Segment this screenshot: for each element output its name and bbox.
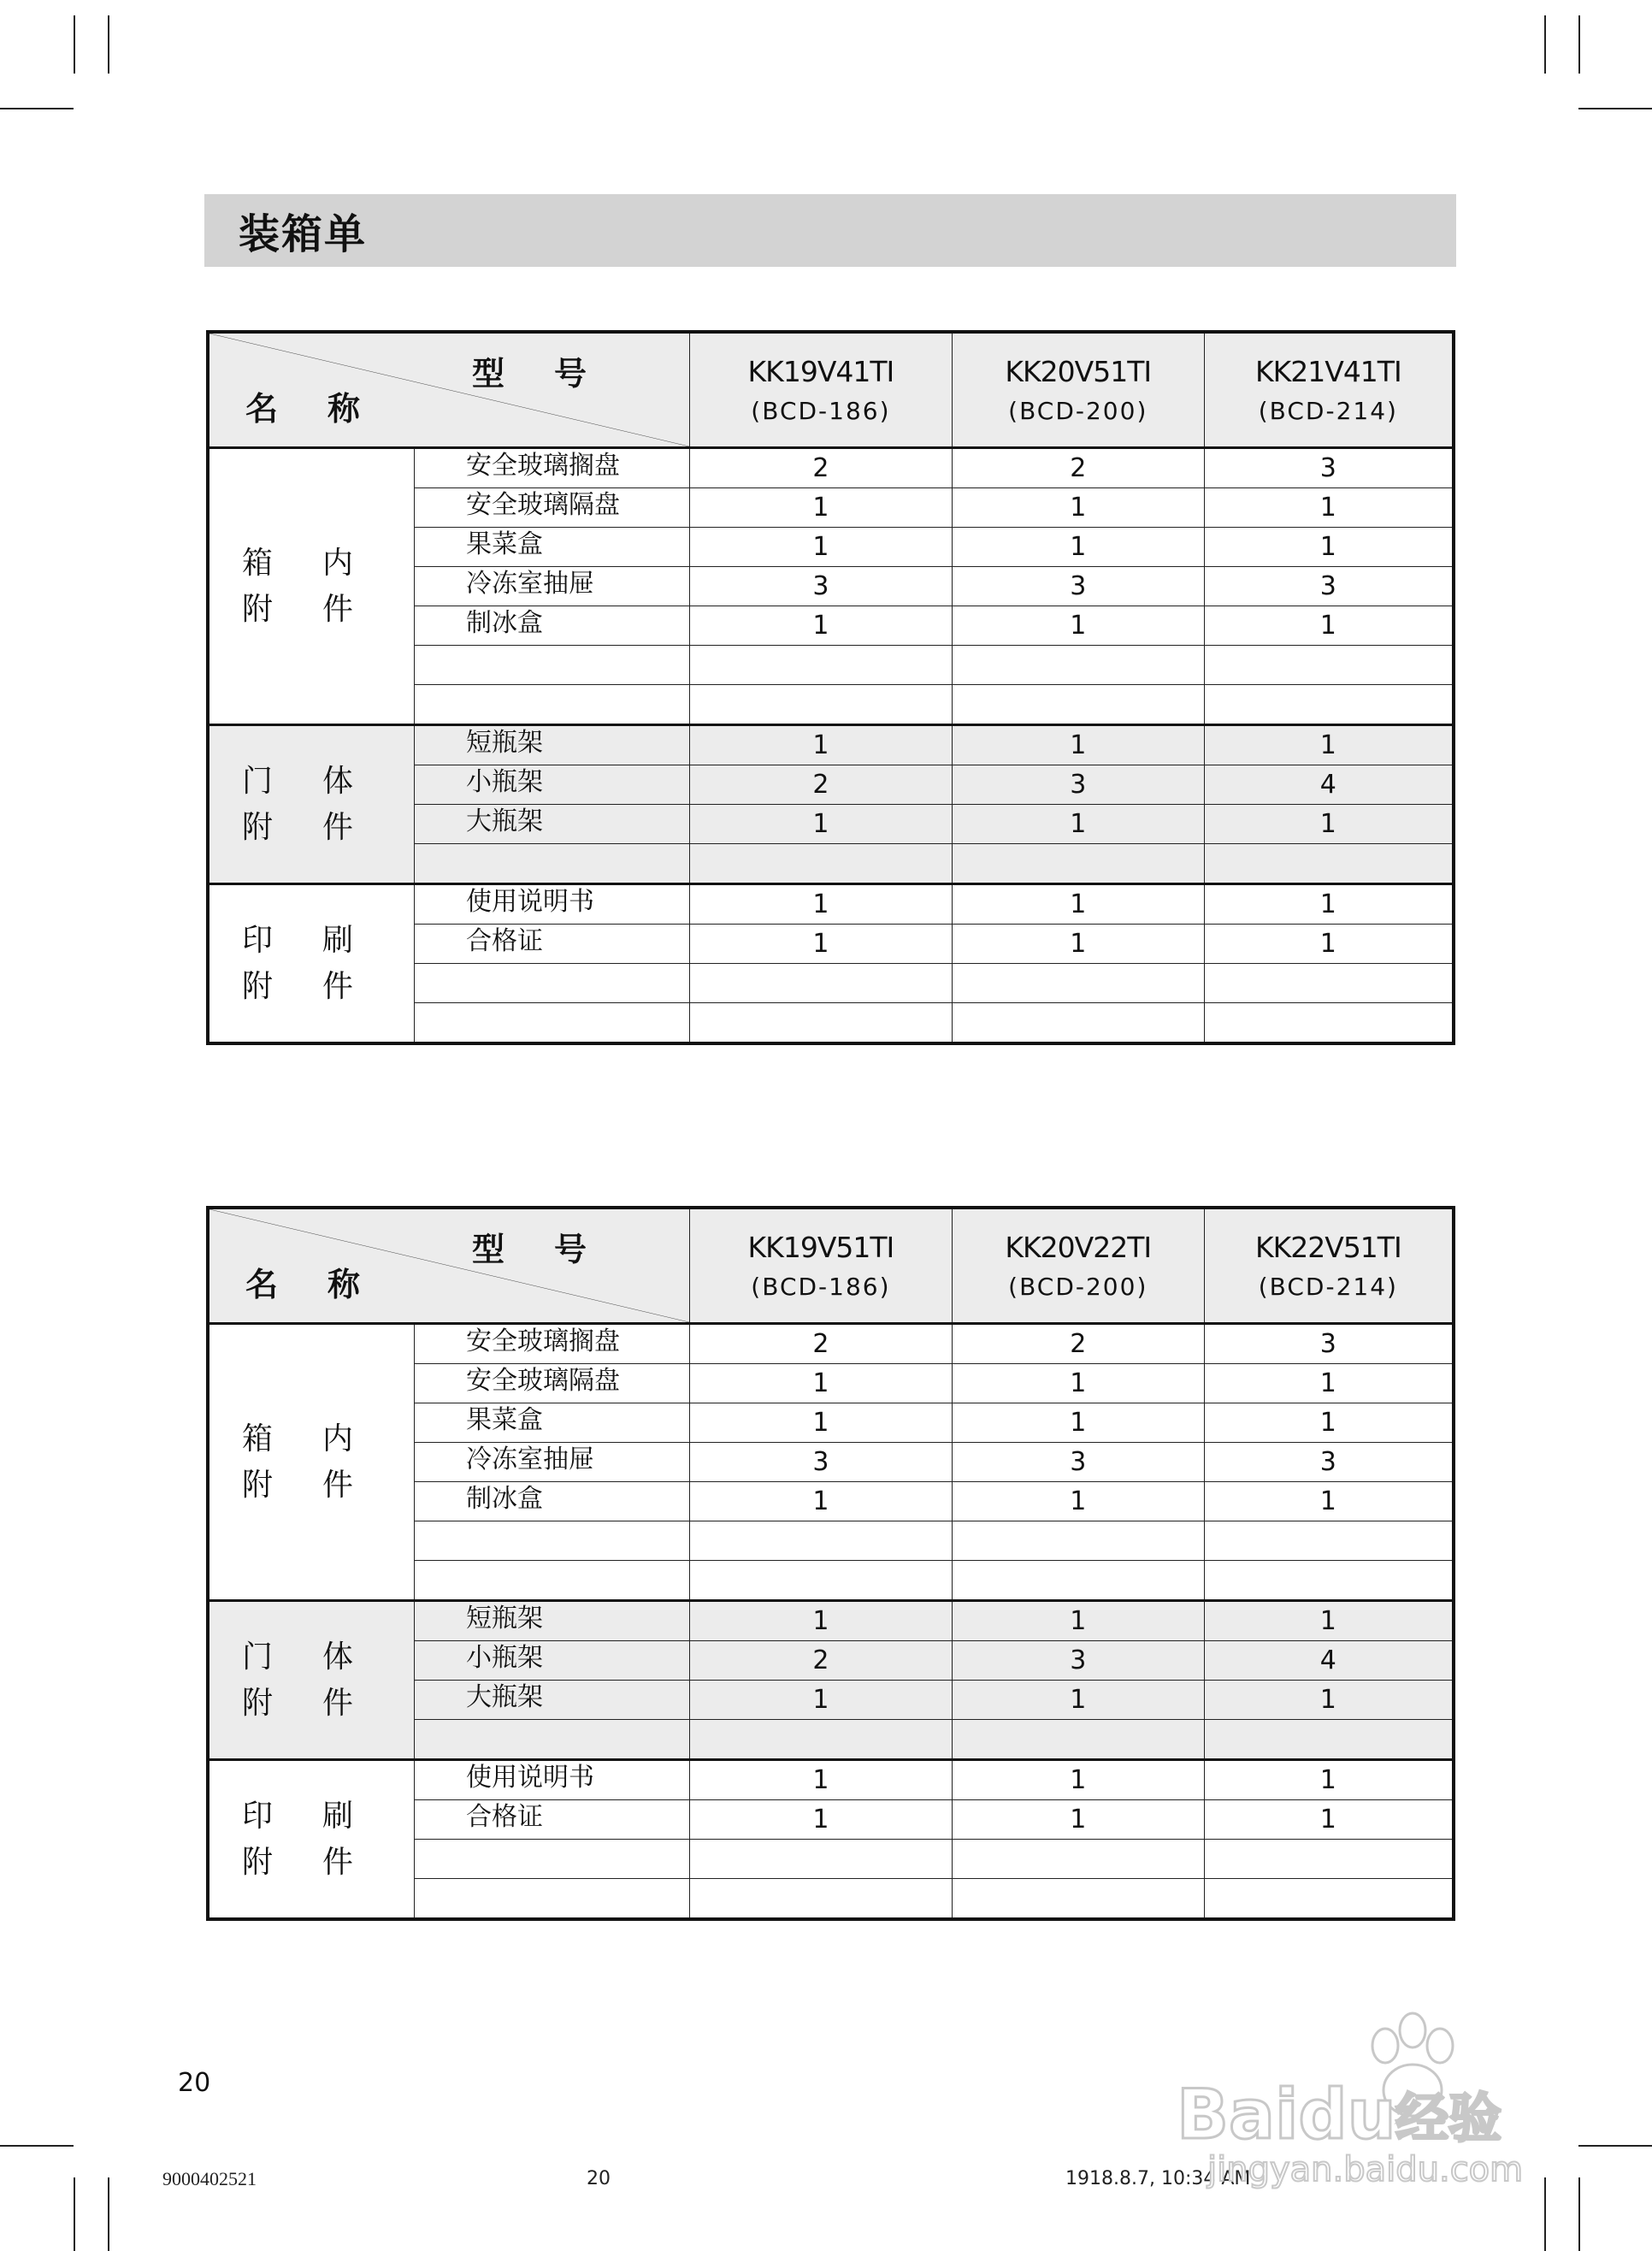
item-name: 合格证: [414, 1800, 689, 1840]
item-name: 冷冻室抽屉: [414, 567, 689, 606]
model-header-cell: [1204, 332, 1454, 448]
item-name: [414, 964, 689, 1003]
page-number: 20: [178, 2068, 211, 2098]
group-label-line2: 附件: [242, 1467, 404, 1503]
item-quantity: 4: [1204, 1641, 1454, 1681]
table-row: [208, 884, 1454, 925]
item-quantity: 1: [1204, 1364, 1454, 1403]
group-label-line1: 箱内: [242, 1421, 404, 1456]
item-quantity: [1204, 1879, 1454, 1920]
item-name: 冷冻室抽屉: [414, 1443, 689, 1482]
group-label-cell: [208, 1324, 414, 1601]
item-quantity: 1: [952, 1403, 1204, 1443]
item-quantity: [689, 685, 952, 725]
item-quantity: 1: [1204, 1482, 1454, 1521]
item-quantity: 1: [952, 805, 1204, 844]
group-label-line2: 附件: [242, 1844, 404, 1880]
bcd-code: (BCD-214): [1258, 1273, 1398, 1301]
item-quantity: [689, 964, 952, 1003]
footer-code: 9000402521: [162, 2168, 257, 2189]
item-quantity: 3: [1204, 567, 1454, 606]
item-quantity: [1204, 1521, 1454, 1561]
item-name: 果菜盒: [414, 528, 689, 567]
item-quantity: [1204, 685, 1454, 725]
model-header-cell: [689, 1208, 952, 1324]
item-name: 安全玻璃隔盘: [414, 488, 689, 528]
item-quantity: 1: [952, 606, 1204, 646]
item-name: [414, 1521, 689, 1561]
item-name: [414, 844, 689, 884]
group-label-cell: [208, 725, 414, 884]
item-name: 合格证: [414, 925, 689, 964]
name-label: 名称: [245, 390, 410, 428]
crop-mark: [74, 15, 75, 74]
packing-table: [206, 1206, 1455, 1921]
table-row: [208, 448, 1454, 488]
item-quantity: 1: [952, 1760, 1204, 1800]
item-quantity: 1: [689, 1403, 952, 1443]
item-quantity: 1: [952, 528, 1204, 567]
item-quantity: [689, 1879, 952, 1920]
crop-mark: [74, 2177, 75, 2251]
item-quantity: 1: [952, 1364, 1204, 1403]
item-name: 小瓶架: [414, 1641, 689, 1681]
baidu-watermark-logo: [1173, 2001, 1566, 2189]
footer-page: 20: [587, 2168, 611, 2189]
watermark-brand: Baidu: [1177, 2075, 1396, 2154]
item-quantity: 1: [689, 884, 952, 925]
item-quantity: 1: [689, 488, 952, 528]
model-code: KK19V41TI: [747, 355, 894, 388]
item-quantity: 1: [689, 528, 952, 567]
group-label-line1: 印刷: [242, 922, 404, 958]
model-label: 型号: [471, 1231, 636, 1268]
item-quantity: [1204, 646, 1454, 685]
item-quantity: [689, 1561, 952, 1601]
bcd-code: (BCD-214): [1258, 397, 1398, 425]
bcd-code: (BCD-200): [1008, 397, 1148, 425]
item-quantity: [1204, 1561, 1454, 1601]
group-label-cell: [208, 1601, 414, 1760]
crop-mark: [0, 2145, 74, 2147]
item-quantity: 3: [952, 765, 1204, 805]
item-quantity: 1: [952, 1482, 1204, 1521]
item-name: [414, 1720, 689, 1760]
table-row: [208, 725, 1454, 765]
group-label-cell: [208, 884, 414, 1044]
item-quantity: 1: [952, 488, 1204, 528]
item-quantity: 1: [1204, 925, 1454, 964]
item-quantity: [952, 685, 1204, 725]
item-quantity: 1: [1204, 884, 1454, 925]
crop-mark: [108, 15, 109, 74]
item-quantity: 1: [952, 725, 1204, 765]
item-quantity: [952, 1561, 1204, 1601]
item-quantity: 3: [1204, 448, 1454, 488]
group-label-line1: 门体: [242, 1639, 404, 1675]
crop-mark: [1578, 15, 1580, 74]
group-label-line1: 印刷: [242, 1798, 404, 1834]
item-name: 使用说明书: [414, 1760, 689, 1800]
group-label-line2: 附件: [242, 809, 404, 845]
item-quantity: 3: [952, 567, 1204, 606]
table-row: [208, 1324, 1454, 1364]
item-name: [414, 1879, 689, 1920]
item-quantity: 1: [1204, 528, 1454, 567]
item-name: [414, 1561, 689, 1601]
table-row: [208, 1601, 1454, 1641]
item-quantity: 1: [1204, 725, 1454, 765]
item-quantity: [1204, 1840, 1454, 1879]
model-header-cell: [1204, 1208, 1454, 1324]
item-quantity: [689, 1720, 952, 1760]
item-quantity: [689, 646, 952, 685]
item-name: 制冰盒: [414, 606, 689, 646]
item-quantity: 1: [689, 1800, 952, 1840]
crop-mark: [1578, 108, 1652, 109]
item-quantity: 1: [689, 606, 952, 646]
model-label: 型号: [471, 355, 636, 393]
item-name: 使用说明书: [414, 884, 689, 925]
group-label-cell: [208, 1760, 414, 1920]
model-header-cell: [689, 332, 952, 448]
group-label-line2: 附件: [242, 968, 404, 1004]
item-quantity: 1: [689, 1760, 952, 1800]
item-quantity: 3: [952, 1443, 1204, 1482]
item-quantity: 1: [952, 1800, 1204, 1840]
crop-mark: [0, 108, 74, 109]
crop-mark: [1544, 15, 1546, 74]
item-quantity: 1: [1204, 1760, 1454, 1800]
item-name: 安全玻璃搁盘: [414, 1324, 689, 1364]
group-label-line2: 附件: [242, 591, 404, 627]
bcd-code: (BCD-200): [1008, 1273, 1148, 1301]
item-quantity: 1: [689, 1601, 952, 1641]
item-quantity: 1: [952, 884, 1204, 925]
item-quantity: [689, 844, 952, 884]
item-name: 小瓶架: [414, 765, 689, 805]
model-code: KK19V51TI: [747, 1231, 894, 1264]
model-code: KK21V41TI: [1254, 355, 1401, 388]
bcd-code: (BCD-186): [751, 1273, 891, 1301]
group-label-cell: [208, 448, 414, 725]
item-quantity: [952, 964, 1204, 1003]
item-quantity: 1: [689, 1482, 952, 1521]
header-corner-cell: [208, 1208, 689, 1324]
bcd-code: (BCD-186): [751, 397, 891, 425]
group-label-line1: 门体: [242, 763, 404, 799]
item-quantity: 4: [1204, 765, 1454, 805]
item-quantity: 2: [952, 448, 1204, 488]
item-quantity: 1: [689, 1681, 952, 1720]
item-quantity: 1: [1204, 1403, 1454, 1443]
model-header-cell: [952, 332, 1204, 448]
item-quantity: 1: [1204, 805, 1454, 844]
item-quantity: 3: [1204, 1443, 1454, 1482]
item-quantity: 1: [1204, 1800, 1454, 1840]
item-quantity: 1: [689, 925, 952, 964]
watermark-url: jingyan.baidu.com: [1207, 2150, 1524, 2189]
crop-mark: [1578, 2145, 1652, 2147]
item-quantity: 1: [689, 725, 952, 765]
item-name: [414, 1840, 689, 1879]
item-quantity: 1: [952, 1601, 1204, 1641]
item-quantity: [689, 1521, 952, 1561]
item-name: 短瓶架: [414, 1601, 689, 1641]
group-label-line1: 箱内: [242, 545, 404, 581]
item-quantity: [689, 1840, 952, 1879]
item-quantity: [952, 646, 1204, 685]
header-corner-cell: [208, 332, 689, 448]
item-quantity: [1204, 844, 1454, 884]
item-name: 果菜盒: [414, 1403, 689, 1443]
packing-table: [206, 330, 1455, 1045]
item-quantity: [1204, 1720, 1454, 1760]
item-quantity: 1: [689, 805, 952, 844]
item-name: [414, 646, 689, 685]
item-name: 短瓶架: [414, 725, 689, 765]
item-name: 大瓶架: [414, 805, 689, 844]
item-quantity: 1: [1204, 606, 1454, 646]
item-quantity: 1: [1204, 1601, 1454, 1641]
item-name: 安全玻璃搁盘: [414, 448, 689, 488]
item-quantity: 3: [689, 567, 952, 606]
item-quantity: 2: [689, 1324, 952, 1364]
item-quantity: 2: [689, 765, 952, 805]
item-quantity: [952, 1720, 1204, 1760]
crop-mark: [108, 2177, 109, 2251]
item-quantity: 2: [689, 1641, 952, 1681]
item-quantity: [952, 844, 1204, 884]
watermark-suffix: 经验: [1395, 2087, 1502, 2149]
page-title: 装箱单: [239, 210, 368, 258]
item-quantity: 3: [952, 1641, 1204, 1681]
item-name: [414, 1003, 689, 1044]
item-name: 安全玻璃隔盘: [414, 1364, 689, 1403]
item-quantity: [952, 1879, 1204, 1920]
model-code: KK20V51TI: [1005, 355, 1152, 388]
item-quantity: [1204, 1003, 1454, 1044]
item-quantity: [952, 1521, 1204, 1561]
footer-datetime: 1918.8.7, 10:34 AM: [1065, 2168, 1251, 2189]
item-quantity: 3: [1204, 1324, 1454, 1364]
crop-mark: [1578, 2177, 1580, 2251]
item-quantity: 2: [689, 448, 952, 488]
page-title-bar: [204, 194, 1456, 267]
group-label-line2: 附件: [242, 1685, 404, 1721]
model-header-cell: [952, 1208, 1204, 1324]
item-quantity: 2: [952, 1324, 1204, 1364]
item-quantity: [952, 1003, 1204, 1044]
item-quantity: 1: [1204, 488, 1454, 528]
item-name: 大瓶架: [414, 1681, 689, 1720]
model-code: KK20V22TI: [1005, 1231, 1152, 1264]
item-quantity: 1: [952, 925, 1204, 964]
item-name: 制冰盒: [414, 1482, 689, 1521]
item-quantity: [689, 1003, 952, 1044]
item-quantity: 1: [689, 1364, 952, 1403]
item-quantity: 1: [952, 1681, 1204, 1720]
item-name: [414, 685, 689, 725]
item-quantity: 3: [689, 1443, 952, 1482]
table-row: [208, 1760, 1454, 1800]
name-label: 名称: [245, 1266, 410, 1303]
item-quantity: 1: [1204, 1681, 1454, 1720]
model-code: KK22V51TI: [1254, 1231, 1401, 1264]
item-quantity: [1204, 964, 1454, 1003]
item-quantity: [952, 1840, 1204, 1879]
